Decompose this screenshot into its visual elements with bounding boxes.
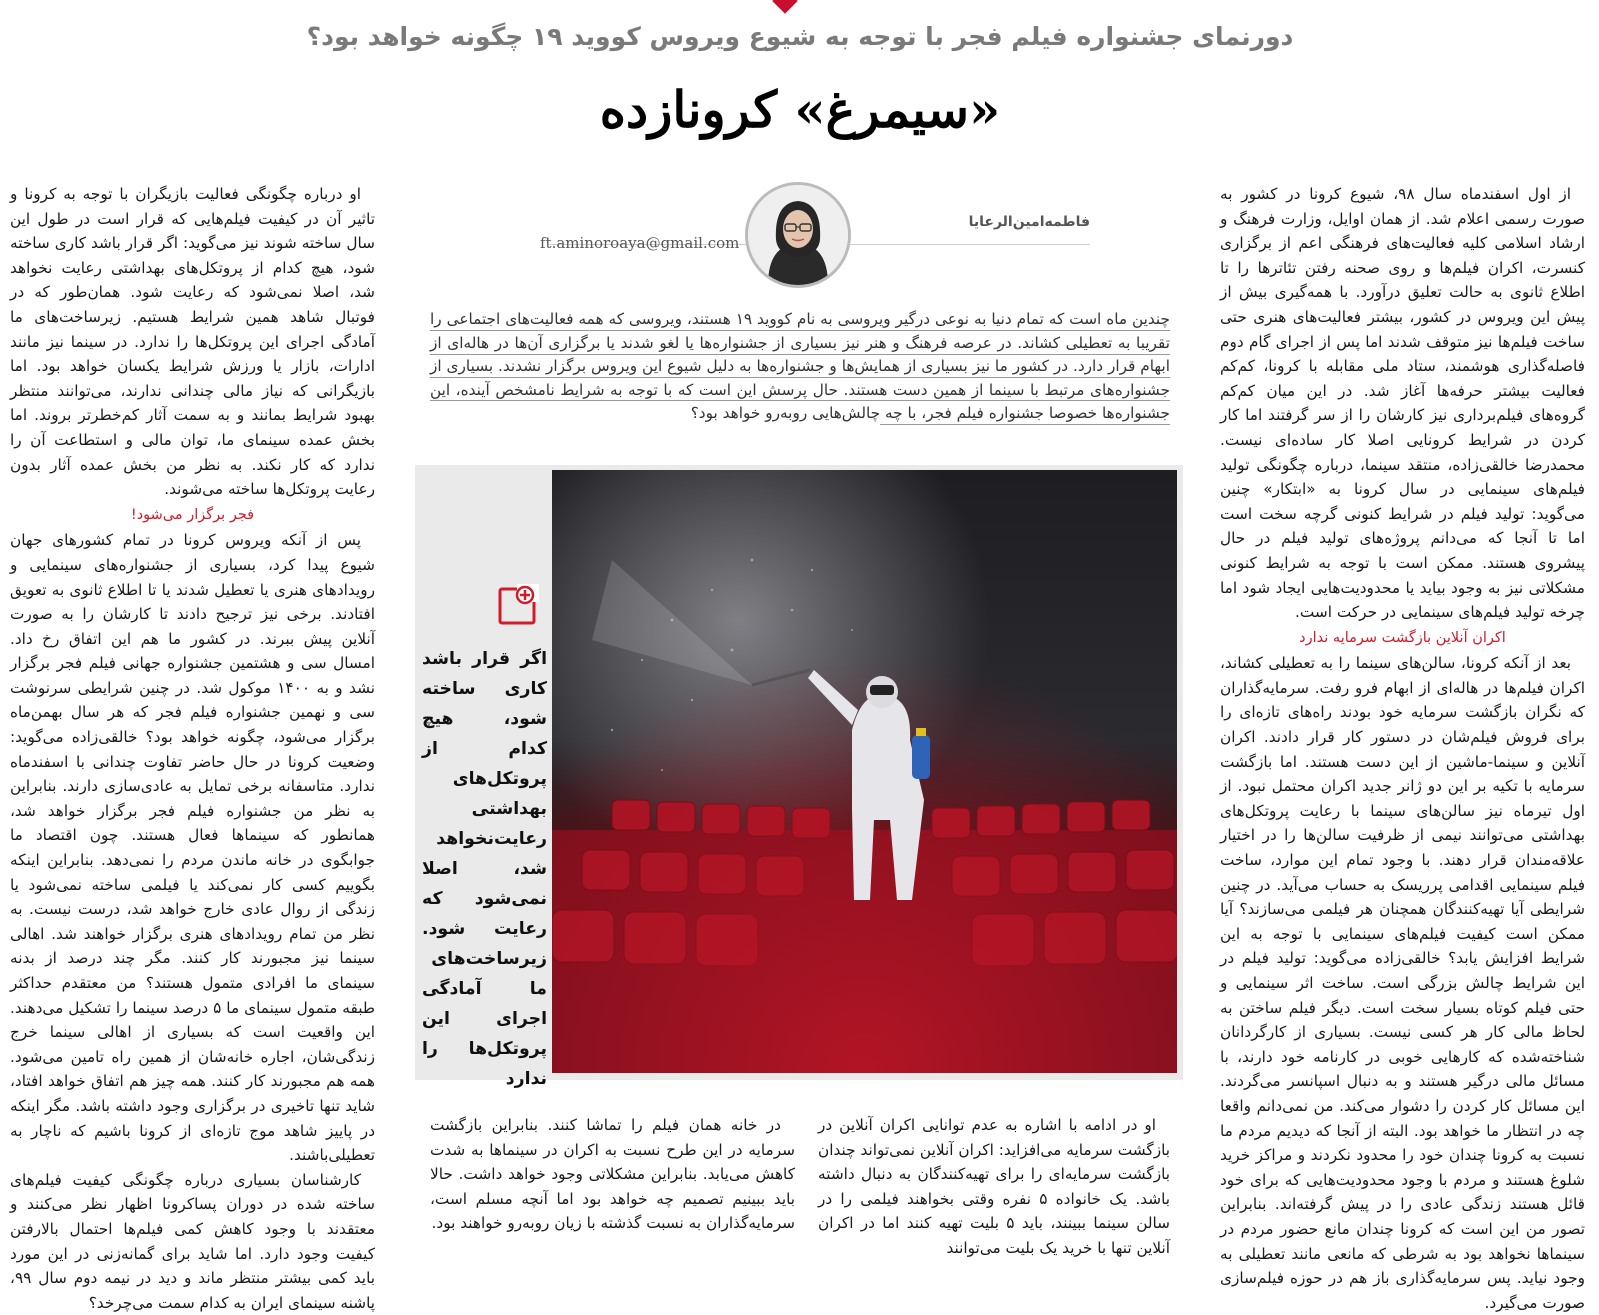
cinema-disinfection-photo	[552, 470, 1177, 1073]
paragraph: او درباره چگونگی فعالیت بازیگران با توجه به کرونا و تاثیر آن در کیفیت فیلم‌هایی که قرار است در طول این سال ساخته شوند نیز می‌گوید: اگر قرار باشد کاری ساخته شود، هیچ کدام از پروتکل‌های بهداشتی رعایت نخواهد شد، اصلا نمی‌شود که رعایت شود. همان‌طور که در فوتبال شاهد همین شرایط هستیم. زیرساخت‌های ما آمادگی اجرای این پروتکل‌ها را ندارد. در سینما نیز مانند ادارات، بازار یا ورزش شرایط یکسان خواهد بود. اما بازیگرانی که نیاز مالی چندانی ندارند، می‌توانند منتظر بهبود شرایط بمانند و به سمت آثار کم‌خطرتر بروند. اما بخش عمده سینمای ما، توان مالی و استطاعت آن را ندارد که کار نکند. به نظر من بخش عمده آثار بدون رعایت پروتکل‌ها ساخته می‌شوند.	[10, 185, 375, 499]
pull-quote: اگر قرار باشد کاری ساخته شود، هیچ کدام از پروتکل‌های بهداشتی رعایت‌نخواهد شد، اصلا نمی‌شود که رعایت شود. زیرساخت‌های ما آمادگی اجرای این پروتکل‌ها را ندارد	[422, 649, 547, 1089]
author-block	[540, 182, 1090, 290]
lead-underline	[430, 330, 1170, 331]
lead-underline	[430, 377, 1170, 378]
author-avatar	[745, 182, 851, 288]
section-marker	[772, 0, 797, 14]
author-name: فاطمه‌امین‌الرعایا	[968, 214, 1090, 230]
lead-paragraph	[430, 308, 1170, 426]
subheading: فجر برگزار می‌شود!	[130, 506, 255, 523]
article-column-4	[10, 182, 375, 1315]
paragraph: از اول اسفندماه سال ۹۸، شیوع کرونا در کشور به صورت رسمی اعلام شد. از همان اوایل، وزارت فرهنگ و ارشاد اسلامی کلیه فعالیت‌های فرهنگی اعم از برگزاری کنسرت، اکران فیلم‌ها و روی صحنه رفتن تئاترها را تا اطلاع ثانوی به حالت تعلیق درآورد. با همه‌گیری بیش از پیش این ویروس در کشور، بیشتر فعالیت‌های هنری حتی ساخت فیلم‌ها نیز متوقف شدند اما پس از اجرای گام دوم فاصله‌گذاری هوشمند، ستاد ملی مقابله با کرونا، کم‌کم فعالیت بیشتر حرفه‌ها آغاز شد. در این میان کم‌کم گروه‌های فیلم‌برداری نیز کارشان را از سر گرفتند اما کار کردن در شرایط کرونایی اصلا کار ساده‌ای نیست. محمدرضا خالقی‌زاده، منتقد سینما، درباره چگونگی تولید فیلم‌های سینمایی در سال کرونا به «ابتکار» چنین می‌گوید: تولید فیلم در شرایط کنونی گرچه سخت است اما تا آنجا که می‌دانم پروژه‌های تولید فیلم در حال پیشروی هستند. ممکن است با توجه به شرایط کنونی مشکلاتی نیز به وجود بیاید یا محدودیت‌هایی ایجاد شود اما چرخه تولید فیلم‌های سینمایی در حرکت است.	[1220, 185, 1585, 622]
paragraph: کارشناسان بسیاری درباره چگونگی کیفیت فیلم‌های ساخته شده در دوران پساکرونا اظهار نظر می‌کنند و معتقدند با وجود کاهش کمی فیلم‌ها احتمال بالارفتن کیفیت وجود دارد. اما شاید برای گمانه‌زنی در این مورد باید کمی بیشتر منتظر ماند و دید در نیمه دوم سال ۹۹، پاشنه سینمای ایران به کدام سمت می‌چرخد؟	[10, 1170, 375, 1312]
article-column-1	[1220, 182, 1585, 1315]
lead-underline	[430, 400, 1170, 401]
paragraph: پس از آنکه ویروس کرونا در تمام کشورهای جهان شیوع پیدا کرد، بسیاری از جشنواره‌های سینمایی و رویدادهای هنری یا تعطیل شدند یا تا اطلاع ثانوی به تعویق افتادند. برخی نیز ترجیح دادند تا کارشان را به صورت آنلاین پیش ببرند. در کشور ما هم این اتفاق رخ داد. امسال سی و هشتمین جشنواره جهانی فیلم فجر برگزار نشد و به ۱۴۰۰ موکول شد. در چنین شرایطی سرنوشت سی و نهمین جشنواره فیلم فجر که هر سال بهمن‌ماه برگزار می‌شود، چگونه خواهد بود؟ خالقی‌زاده می‌گوید: وضعیت کرونا در حال حاضر تفاوت چندانی با اسفندماه ندارد. متاسفانه برخی تمایل به عادی‌سازی دارند. بنابراین به نظر من جشنواره فیلم فجر برگزار خواهد شد، همانطور که سینماها فعال هستند. چون اقتصاد ما جوابگوی در خانه ماندن مردم را نمی‌دهد. بنابراین اینکه بگوییم کسی کار نمی‌کند یا فیلمی ساخته نمی‌شود یا زندگی از روال عادی خارج خواهد شد، درست نیست. به نظر من تمام رویدادهای هنری برگزار خواهند شد. اهالی سینما نیز مجبورند کار کنند. مگر چند درصد از بدنه سینمای ما افرادی متمول هستند؟ من معتقدم حداکثر طبقه متمول سینمای ما ۵ درصد سینما را تشکیل می‌دهند. این واقعیت است که بسیاری از اهالی سینما خرج زندگی‌شان، اجاره خانه‌شان از همین راه تامین می‌شود. همه هم مجبورند کار کنند. همه چیز هم اتفاق خواهد افتاد، شاید تنها تاخیری در برگزاری وجود داشته باشد. مگر اینکه در پاییز شاهد موج تازه‌ای از کرونا باشیم که ناچار به تعطیلی‌باشند.	[10, 531, 375, 1165]
article-column-3	[430, 1113, 795, 1236]
quote-check-icon	[495, 581, 543, 629]
kicker: دورنمای جشنواره فیلم فجر با توجه به شیوع ویروس کووید ۱۹ چگونه خواهد بود؟	[306, 22, 1294, 51]
article-column-2	[818, 1113, 1170, 1261]
lead-text: چندین ماه است که تمام دنیا به نوعی درگیر ویروسی به نام کووید ۱۹ هستند، ویروسی که همه فعالیت‌های اجتماعی را تقریبا به تعطیلی کشاند. در عرصه فرهنگ و هنر نیز بسیاری از جشنواره‌ها یا لغو شدند یا برگزاری آن‌ها در هاله‌ای از ابهام قرار دارد. در کشور ما نیز بسیاری از همایش‌ها و جشنواره‌ها به دلیل شیوع این ویروس برگزار نشدند. بسیاری از جشنواره‌های مرتبط با سینما از همین دست هستند. حال پرسش این است که با توجه به شرایط نامشخص آینده، این جشنواره‌ها خصوصا جشنواره فیلم فجر، با چه چالش‌هایی روبه‌رو خواهد بود؟	[430, 310, 1170, 422]
paragraph: در خانه همان فیلم را تماشا کنند. بنابراین بازگشت سرمایه در این طرح نسبت به اکران در سینماها به شدت کاهش می‌یابد. بنابراین مشکلاتی وجود خواهد داشت. حالا باید ببینیم تصمیم چه خواهد بود اما آنچه مسلم است، سرمایه‌گذاران به نسبت گذشته با زیان روبه‌رو خواهند بود.	[430, 1116, 795, 1233]
paragraph: او در ادامه با اشاره به عدم توانایی اکران آنلاین در بازگشت سرمایه می‌افزاید: اکران آنلاین نمی‌تواند چندان بازگشت سرمایه‌ای را برای تهیه‌کنندگان به دنبال داشته باشد. یک خانواده ۵ نفره وقتی بخواهند فیلمی را در سالن سینما ببینند، باید ۵ بلیت تهیه کنند اما در اکران آنلاین تنها با خرید یک بلیت می‌توانند	[818, 1116, 1170, 1257]
lead-underline	[880, 424, 1170, 425]
headline: «سیمرغ» کرونازده	[599, 80, 1001, 139]
author-email: ft.aminoroaya@gmail.com	[540, 234, 740, 252]
lead-underline	[430, 354, 1170, 355]
paragraph: بعد از آنکه کرونا، سالن‌های سینما را به تعطیلی کشاند، اکران فیلم‌ها در هاله‌ای از ابهام فرو رفت. سرمایه‌گذاران که نگران بازگشت سرمایه خود بودند راه‌های تازه‌ای را برای فروش فیلم‌شان در دستور کار قرار دادند. اکران آنلاین و سینما-ماشین از این دست هستند. اما بازگشت سرمایه با تکیه بر این دو ژانر جدید اکران محتمل نبود. از اول تیرماه نیز سالن‌های سینما با رعایت پروتکل‌های بهداشتی می‌توانند نیمی از ظرفیت سالن‌ها را در اختیار علاقه‌مندان قرار دهند. با وجود تمام این موارد، ساخت فیلم سینمایی اقدامی پرریسک به حساب می‌آید. در چنین شرایطی آیا تهیه‌کنندگان همچنان هر فیلمی می‌سازند؟ آیا ممکن است کیفیت فیلم‌های سینمایی با توجه به این شرایط افزایش یابد؟ خالقی‌زاده می‌گوید: تولید فیلم در این شرایط چالش بزرگی است. ساخت اثر سینمایی و حتی فیلم کوتاه بسیار سخت است. دیگر فیلم ساختن به لحاظ مالی کار هر کسی نیست. بسیاری از کارگردانان شناخته‌شده که کارهایی خوبی در کارنامه خود دارند، با مسائل مالی درگیر هستند و به دنبال اسپانسر می‌گردند. این مسائل کار کردن را دشوار می‌کند. من نمی‌دانم واقعا چه در انتظار ما خواهد بود. البته از آنجا که دیدیم مردم ما نسبت به کرونا چندان خود را محدود نکردند و مراکز خرید شلوغ هستند و مردم با وجود محدودیت‌هایی که برای خود قائل هستند زندگی عادی را در پیش گرفته‌اند. بنابراین تصور من این است که کرونا چندان مانع حضور مردم در سینماها نخواهد بود به شرطی که مانعی مانند تعطیلی به وجود نیاید. پس سرمایه‌گذاری باز هم در حوزه فیلم‌سازی صورت می‌گیرد.	[1220, 654, 1585, 1312]
subheading: اکران آنلاین بازگشت سرمایه ندارد	[1299, 629, 1506, 646]
